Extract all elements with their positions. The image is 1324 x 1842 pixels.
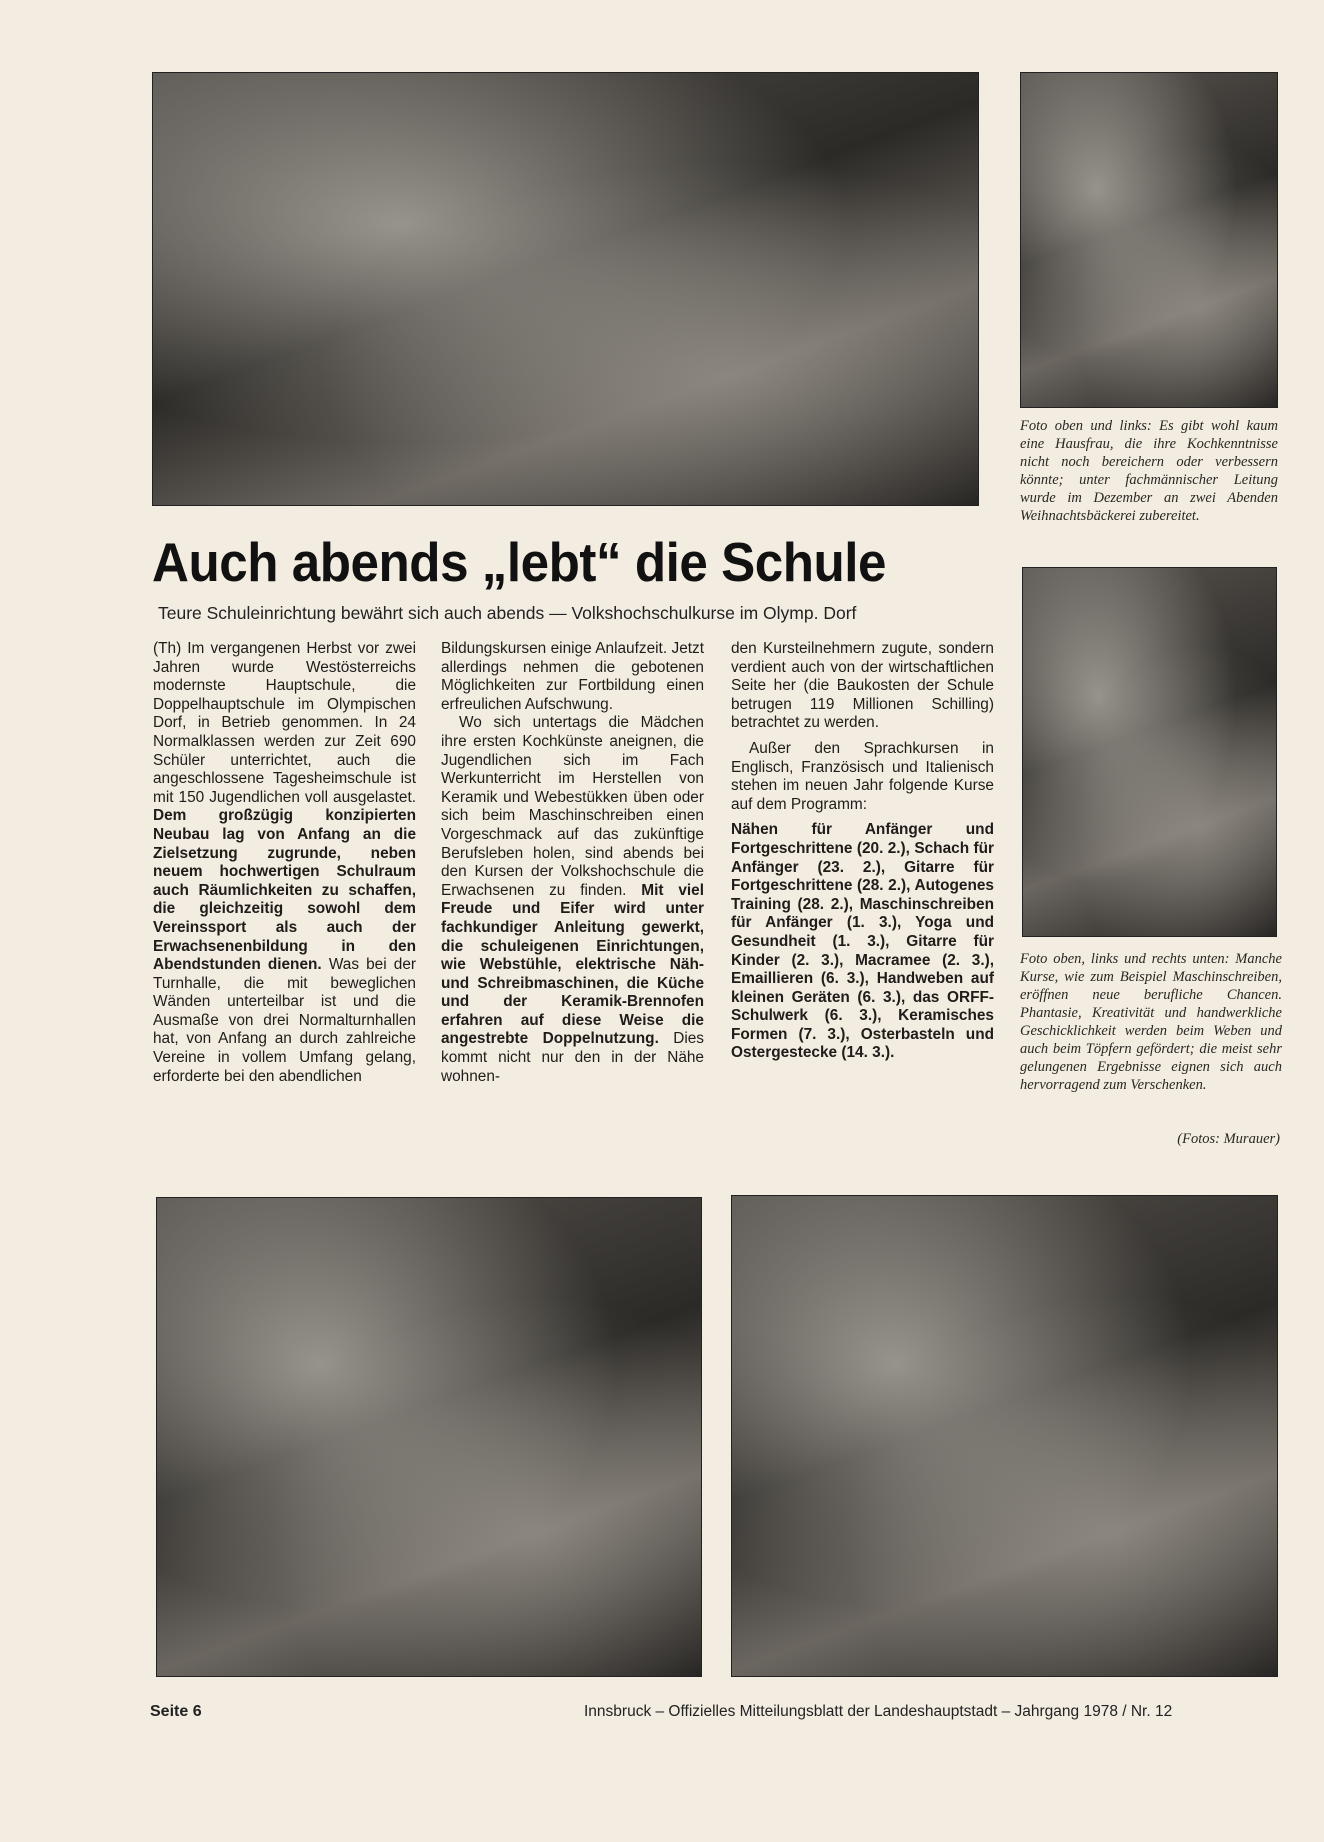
col2-bold: Mit viel Freude und Eifer wird unter fachkundiger Anleitung gewerkt, die schuleigenen Einrichtungen, wie Webstühle, elektrische Näh- und Schreibmaschinen, die Küche und der Keramik-Brennofen erfahren auf diese Weise die angestrebte Doppelnutzung. (441, 881, 704, 1048)
col3-text2: Außer den Sprachkursen in Englisch, Französisch und Italienisch stehen im neuen Jahr folgende Kurse auf dem Programm: (731, 739, 994, 813)
col2-text: Bildungskursen einige Anlaufzeit. Jetzt allerdings nehmen die gebotenen Möglichkeiten zur Fortbildung einen erfreulichen Aufschwung. (441, 640, 704, 713)
caption-cooking: Foto oben und links: Es gibt wohl kaum eine Hausfrau, die ihre Kochkenntnisse nicht noch bereichern oder verbessern könnte; unter fachmännischer Leitung wurde im Dezember an zwei Abenden Weihnachtsbäckerei zubereitet. (1020, 418, 1278, 524)
publication-line: Innsbruck – Offizielles Mitteilungsblatt der Landeshauptstadt – Jahrgang 1978 / Nr. 12 (584, 1703, 1173, 1720)
col3-bold: Nähen für Anfänger und Fortgeschrittene (20. 2.), Schach für Anfänger (23. 2.), Gitarre für Fortgeschrittene (28. 2.), Autogenes Training (28. 2.), Maschinschreiben für Anfänger (1. 3.), Yoga und Gesundheit (1. 3.), Gitarre für Kinder (2. 3.), Macramee (2. 3.), Emaillieren (6. 3.), Handweben auf kleinen Geräten (6. 3.), das ORFF-Schulwerk (6. 3.), Keramisches Formen (7. 3.), Osterbasteln und Ostergestecke (14. 3.). (731, 821, 994, 1062)
photo-christmas-baking (1020, 72, 1278, 408)
subtitle: Teure Schuleinrichtung bewährt sich auch abends — Volkshochschulkurse im Olymp. Dorf (158, 603, 857, 623)
col2-text2: Wo sich untertags die Mädchen ihre ersten Kochkünste aneignen, die Jugendlichen sich im Fach Werkunterricht im Herstellen von Keramik und Webestükken üben oder sich beim Maschinschreiben einen Vorgeschmack auf das zukünftige Berufsleben holen, sind abends bei den Kursen der Volkshochschule die Erwachsenen zu finden. (441, 714, 704, 899)
photo-typing-class (1022, 567, 1277, 937)
article-column-3 (731, 640, 994, 1063)
page-number: Seite 6 (150, 1703, 202, 1720)
photo-pottery-class (731, 1195, 1278, 1677)
photo-credit: (Fotos: Murauer) (1177, 1131, 1280, 1147)
col1-text2: Was bei der Turnhalle, die mit beweglichen Wänden unterteilbar ist und die Ausmaße von drei Normalturnhallen hat, von Anfang an durch zahlreiche Vereine in vollem Umfang gelang, erforderte bei den abendlichen (153, 956, 416, 1085)
col2-text3: Dies kommt nicht nur den in der Nähe wohnen- (441, 1030, 705, 1085)
col1-bold: Dem großzügig konzipierten Neubau lag von Anfang an die Zielsetzung zugrunde, neben neuem hochwertigen Schulraum auch Räumlichkeiten zu schaffen, die gleichzeitig sowohl dem Vereinssport als auch der Erwachsenenbildung in den Abendstunden dienen. (153, 807, 416, 974)
col3-text: den Kursteilnehmern zugute, sondern verdient auch von der wirtschaftlichen Seite her (die Baukosten der Schule betrugen 119 Millionen Schilling) betrachtet zu werden. (731, 640, 994, 732)
headline: Auch abends „lebt“ die Schule (152, 531, 887, 593)
caption-courses: Foto oben, links und rechts unten: Manche Kurse, wie zum Beispiel Maschinschreiben, eröffnen neue berufliche Chancen. Phantasie, Kreativität und handwerkliche Geschicklichkeit werden beim Weben und auch beim Töpfern gefördert; die meist sehr gelungenen Ergebnisse eignen sich auch hervorragend zum Verschenken. (1020, 951, 1282, 1093)
article-column-2 (441, 640, 704, 1086)
col1-text: (Th) Im vergangenen Herbst vor zwei Jahren wurde Westösterreichs modernste Hauptschule, die Doppelhauptschule im Olympischen Dorf, in Betrieb genommen. In 24 Normalklassen werden zur Zeit 690 Schüler unterrichtet, auch die angeschlossene Tagesheimschule ist mit 150 Jugendlichen voll ausgelastet. (153, 640, 416, 806)
photo-weaving-class (156, 1197, 702, 1677)
photo-cooking-class (152, 72, 979, 506)
article-column-1 (153, 640, 416, 1086)
